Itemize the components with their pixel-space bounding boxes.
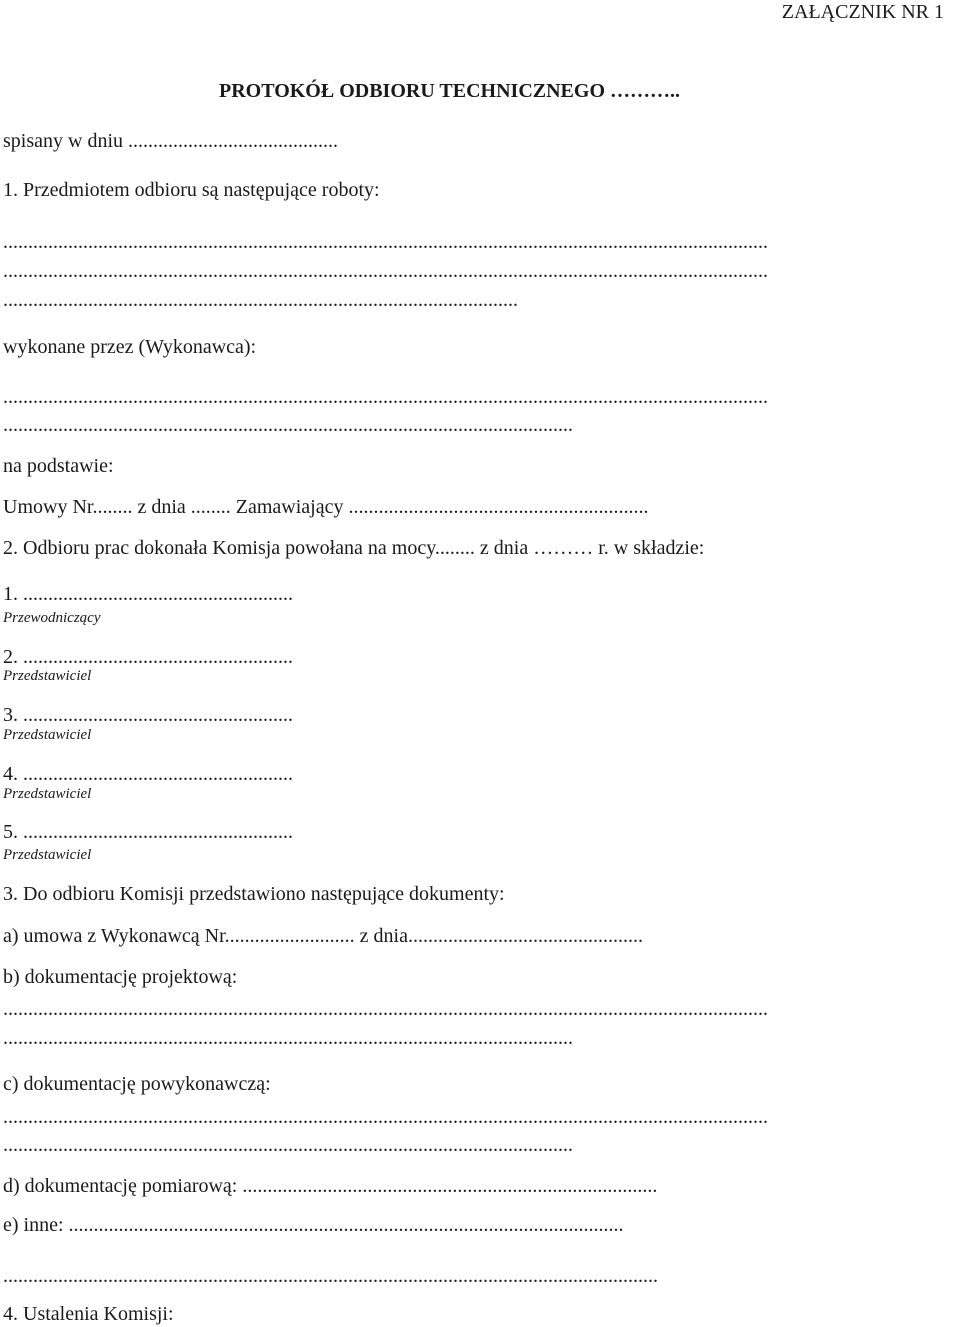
basis-label: na podstawie: (3, 455, 114, 477)
member-role: Przedstawiciel (3, 727, 92, 743)
contractor-dotted-line: .................................................................................................................. (3, 414, 573, 436)
works-dotted-line: ....................................................................................................... (3, 289, 518, 311)
works-dotted-line: ......................................................................................................................................................... (3, 260, 768, 282)
doc-design-dotted-line: .................................................................................................................. (3, 1027, 573, 1049)
doc-survey-line: d) dokumentację pomiarową: ................................................................................... (3, 1175, 658, 1197)
member-role: Przedstawiciel (3, 668, 92, 684)
member-line: 5. ...................................................... (3, 821, 293, 843)
section3-heading: 3. Do odbioru Komisji przedstawiono następujące dokumenty: (3, 883, 505, 905)
doc-design-dotted-line: ......................................................................................................................................................... (3, 998, 768, 1020)
section1-heading: 1. Przedmiotem odbioru są następujące roboty: (3, 179, 380, 201)
works-dotted-line: ......................................................................................................................................................... (3, 231, 768, 253)
drawn-on-line: spisany w dniu .......................................... (3, 130, 338, 152)
member-line: 3. ...................................................... (3, 704, 293, 726)
member-line: 1. ...................................................... (3, 583, 293, 605)
member-role: Przewodniczący (3, 610, 101, 626)
member-role: Przedstawiciel (3, 847, 92, 863)
doc-other-line: e) inne: ............................................................................................................... (3, 1214, 624, 1236)
contractor-dotted-line: ......................................................................................................................................................... (3, 386, 768, 408)
doc-contract-line: a) umowa z Wykonawcą Nr.......................... z dnia............................................... (3, 925, 643, 947)
document-title: PROTOKÓŁ ODBIORU TECHNICZNEGO ……….. (219, 80, 680, 102)
contractor-label: wykonane przez (Wykonawca): (3, 336, 257, 358)
member-line: 4. ...................................................... (3, 763, 293, 785)
doc-other-dotted-line: ................................................................................................................................... (3, 1265, 658, 1287)
member-role: Przedstawiciel (3, 786, 92, 802)
member-line: 2. ...................................................... (3, 646, 293, 668)
doc-design-label: b) dokumentację projektową: (3, 966, 238, 988)
attachment-label: ZAŁĄCZNIK NR 1 (781, 1, 944, 23)
doc-asbuilt-label: c) dokumentację powykonawczą: (3, 1073, 271, 1095)
section2-heading: 2. Odbioru prac dokonała Komisja powołana na mocy........ z dnia ……… r. w składzie: (3, 537, 705, 559)
contract-line: Umowy Nr........ z dnia ........ Zamawiający ............................................................ (3, 496, 649, 518)
doc-asbuilt-dotted-line: .................................................................................................................. (3, 1134, 573, 1156)
section4-heading: 4. Ustalenia Komisji: (3, 1303, 174, 1325)
doc-asbuilt-dotted-line: ......................................................................................................................................................... (3, 1106, 768, 1128)
